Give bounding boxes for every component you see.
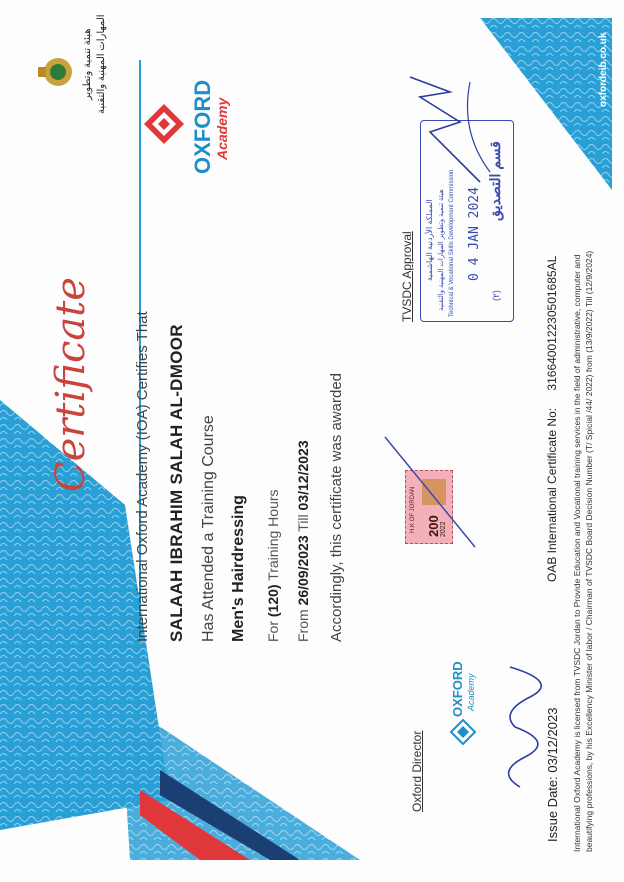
revenue-stamp-value: 200 [426,515,441,537]
attended-text: Has Attended a Training Course [200,415,217,642]
course-name: Men's Hairdressing [230,495,247,642]
license-line-2: beautifying professions, by his Excellency Minister of labor / Chairman of TVSDC Board Decision Number (T/ Spicial /44/ 2022) from (13/9/2022) Till (12/9/2024) [584,250,594,852]
jordan-org-arabic-line2: المهارات المهنية والتقنية [96,14,107,114]
oxford-diamond-icon [142,102,186,146]
small-logo-title: OXFORD [450,661,465,717]
till-date: 03/12/2023 [295,440,311,511]
jordan-org-arabic-line1: هيئة تنمية وتطوير [82,28,93,100]
from-label: From [295,609,311,642]
jordan-emblem [36,14,126,122]
oab-number: 316640012230501685AL [545,255,559,391]
stamp-arabic-sub: هيئة تنمية وتطوير المهارات المهنية والتقنية [438,189,445,311]
issue-date: Issue Date: 03/12/2023 [545,707,560,842]
stamp-date: 0 4 JAN 2024 [467,187,482,281]
date-range-line [295,440,311,642]
small-oxford-diamond-icon [450,719,476,745]
oxford-logo [140,62,240,182]
intro-text: International Oxford Academy (IOA) Certifies That [134,311,151,642]
revenue-stamp-country: H.K OF JORDAN [410,486,416,533]
coat-of-arms-icon [36,52,76,92]
license-line-1: International Oxford Academy is licensed from TVSDC Jordan to Provide Education and Vocational training services in the field of administrative, computer and [572,254,582,852]
small-logo-subtitle: Academy [466,673,476,711]
revenue-stamp-year: 2022 [440,521,447,537]
hours-prefix: For [265,621,281,642]
oxford-logo-subtitle: Academy [214,97,230,160]
certificate-title: Certificate [48,277,94,492]
tvsdc-approval-label: TVSDC Approval [400,231,414,322]
signature-slash-line [380,432,480,552]
awarded-text: Accordingly, this certificate was awarded [328,372,345,642]
oxford-logo-title: OXFORD [190,79,215,174]
website-link[interactable]: oxfordeib.co.uk [598,32,609,107]
oab-certificate-line [545,256,559,582]
recipient-name: SALAAH IBRAHIM SALAH AL-DMOOR [167,324,186,642]
tvsdc-signature [400,72,500,192]
oab-label: OAB International Certificate No: [545,407,559,582]
training-hours-line [265,489,281,642]
till-label: Till [295,514,311,532]
hours-value: (120) [265,584,281,618]
stamp-arabic-top: المملكة الأردنية الهاشمية [425,199,434,281]
director-signature [490,662,550,792]
stamp-english-sub: Technical & Vocational Skills Development Commission [449,169,455,317]
from-date: 26/09/2023 [295,535,311,606]
hours-suffix: Training Hours [265,489,281,581]
stamp-number: (٢) [491,290,501,301]
stamp-arabic-bottom: قسم التصديق [487,141,503,221]
oxford-director-label: Oxford Director [410,730,424,812]
